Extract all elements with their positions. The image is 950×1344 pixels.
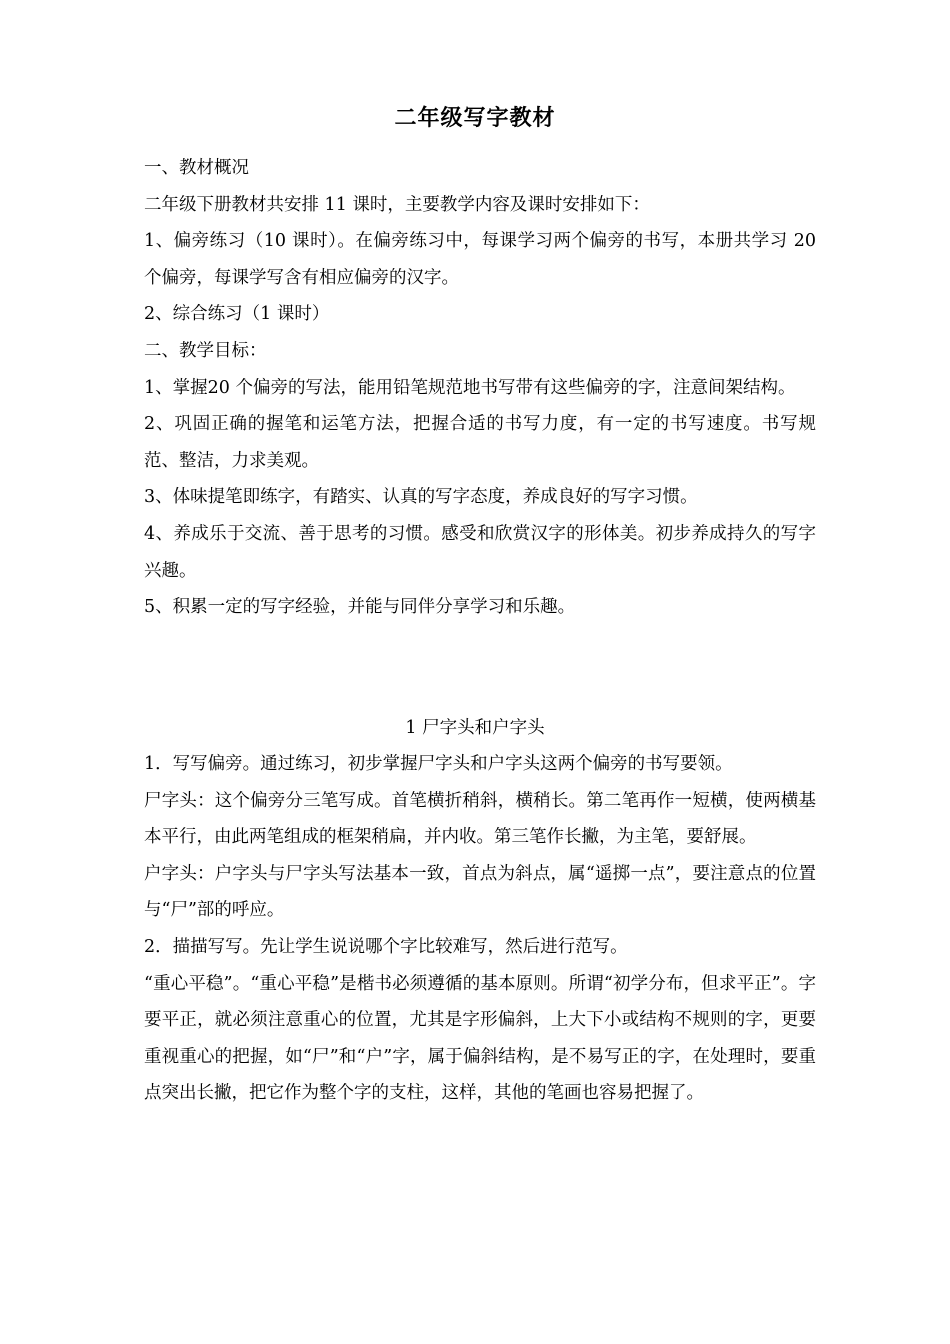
paragraph: 1．写写偏旁。通过练习，初步掌握尸字头和户字头这两个偏旁的书写要领。 [144,754,733,774]
goal-item: 3、体味提笔即练字，有踏实、认真的写字态度，养成良好的写字习惯。 [144,487,698,508]
paragraph: 2．描描写写。先让学生说说哪个字比较难写，然后进行范写。 [144,936,628,957]
paragraph: 二年级下册教材共安排 11 课时，主要教学内容及课时安排如下： [144,194,650,215]
section-heading-goals: 二、教学目标： [144,340,267,361]
section-heading-overview: 一、教材概况 [144,158,249,178]
goal-item: 4、养成乐于交流、善于思考的习惯。感受和欣赏汉字的形体美。初步养成持久的写字兴趣。 [144,523,816,581]
lesson-heading: 1 尸字头和户字头 [405,718,545,738]
goal-item: 5、积累一定的写字经验，并能与同伴分享学习和乐趣。 [144,597,576,618]
paragraph: 尸字头：这个偏旁分三笔写成。首笔横折稍斜，横稍长。第二笔再作一短横，使两横基本平行，由此两笔组成的框架稍扁，并内收。第三笔作长撇，为主笔，要舒展。 [144,790,816,848]
paragraph: 1、偏旁练习（10 课时）。在偏旁练习中，每课学习两个偏旁的书写，本册共学习 20 个偏旁，每课学写含有相应偏旁的汉字。 [144,231,816,288]
paragraph: 户字头：户字头与尸字头写法基本一致，首点为斜点，属“遥掷一点”，要注意点的位置与“尸”部的呼应。 [144,863,816,921]
lesson-section [144,746,816,1112]
paragraph: 2、综合练习（1 课时） [144,304,330,325]
goal-item: 1、掌握20 个偏旁的写法，能用铅笔规范地书写带有这些偏旁的字，注意间架结构。 [144,377,796,398]
document-title: 二年级写字教材 [394,106,556,131]
goal-item: 2、巩固正确的握笔和运笔方法，把握合适的书写力度，有一定的书写速度。书写规范、整洁，力求美观。 [144,414,816,471]
overview-section [144,150,816,626]
paragraph: “重心平稳”。“重心平稳”是楷书必须遵循的基本原则。所谓“初学分布，但求平正”。字要平正，就必须注意重心的位置，尤其是字形偏斜，上大下小或结构不规则的字，更要重视重心的把握，如“尸”和“户”字，属于偏斜结构，是不易写正的字，在处理时，要重点突出长撇，把它作为整个字的支柱，这样，其他的笔画也容易把握了。 [144,973,816,1104]
